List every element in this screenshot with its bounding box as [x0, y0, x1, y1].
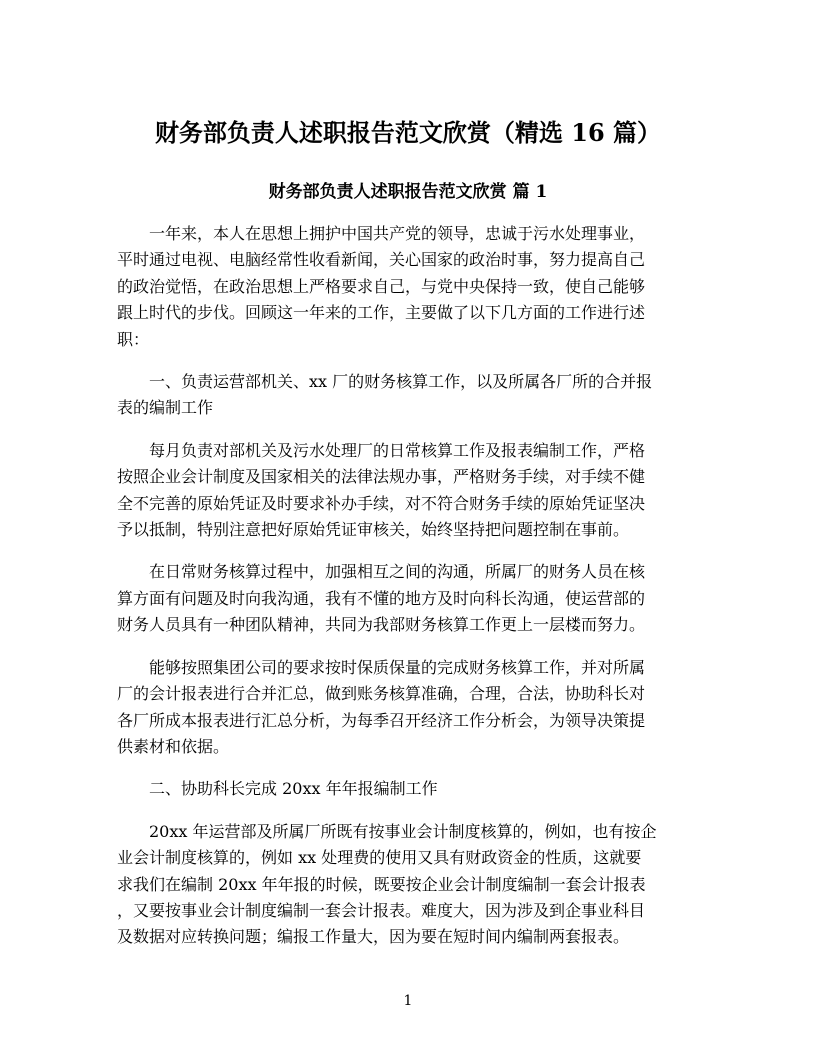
paragraph-2: [117, 369, 699, 422]
paragraph-line: 按照企业会计制度及国家相关的法律法规办事，严格财务手续，对手续不健: [117, 467, 646, 487]
paragraph-line: 20xx 年运营部及所属厂所既有按事业会计制度核算的，例如，也有按企: [149, 821, 657, 841]
paragraph-line: ，又要按事业会计制度编制一套会计报表。难度大，因为涉及到企事业科目: [117, 900, 646, 920]
section-title: 财务部负责人述职报告范文欣赏 篇 1: [268, 182, 548, 202]
paragraph-line: 一、负责运营部机关、xx 厂的财务核算工作，以及所属各厂所的合并报: [149, 372, 653, 392]
paragraph-line: 业会计制度核算的，例如 xx 处理费的使用又具有财政资金的性质，这就要: [117, 848, 642, 868]
page-number: 1: [403, 993, 413, 1009]
paragraph-line: 表的编制工作: [117, 398, 214, 418]
paragraph-line: 能够按照集团公司的要求按时保质保量的完成财务核算工作，并对所属: [149, 657, 646, 677]
paragraph-line: 在日常财务核算过程中，加强相互之间的沟通，所属厂的财务人员在核: [149, 562, 646, 582]
document-title: 财务部负责人述职报告范文欣赏（精选 16 篇）: [154, 118, 662, 147]
paragraph-line: 予以抵制，特别注意把好原始凭证审核关，始终坚持把问题控制在事前。: [117, 520, 630, 540]
paragraph-4: [117, 559, 699, 638]
paragraph-line: 平时通过电视、电脑经常性收看新闻，关心国家的政治时事，努力提高自己: [117, 250, 646, 270]
paragraph-5: [117, 655, 699, 761]
paragraph-6: [117, 776, 699, 802]
paragraph-line: 跟上时代的步伐。回顾这一年来的工作，主要做了以下几方面的工作进行述: [117, 303, 646, 323]
paragraph-line: 算方面有问题及时向我沟通，我有不懂的地方及时向科长沟通，使运营部的: [117, 588, 646, 608]
paragraph-line: 的政治觉悟，在政治思想上严格要求自己，与党中央保持一致，使自己能够: [117, 276, 646, 296]
paragraph-line: 全不完善的原始凭证及时要求补办手续，对不符合财务手续的原始凭证坚决: [117, 493, 646, 513]
paragraph-line: 每月负责对部机关及污水处理厂的日常核算工作及报表编制工作，严格: [149, 440, 646, 460]
paragraph-line: 供素材和依据。: [117, 736, 230, 756]
paragraph-line: 求我们在编制 20xx 年年报的时候，既要按企业会计制度编制一套会计报表: [117, 874, 646, 894]
document-body: [117, 221, 699, 967]
paragraph-line: 各厂所成本报表进行汇总分析，为每季召开经济工作分析会，为领导决策提: [117, 710, 646, 730]
paragraph-3: [117, 438, 699, 544]
paragraph-line: 一年来，本人在思想上拥护中国共产党的领导，忠诚于污水处理事业，: [149, 224, 646, 243]
paragraph-line: 财务人员具有一种团队精神，共同为我部财务核算工作更上一层楼而努力。: [117, 615, 646, 635]
paragraph-1: [117, 221, 699, 353]
paragraph-line: 及数据对应转换问题；编报工作量大，因为要在短时间内编制两套报表。: [117, 927, 630, 947]
paragraph-7: [117, 819, 699, 951]
paragraph-line: 二、协助科长完成 20xx 年年报编制工作: [149, 779, 438, 799]
paragraph-line: 厂的会计报表进行合并汇总，做到账务核算准确，合理，合法，协助科长对: [117, 684, 646, 704]
paragraph-line: 职：: [117, 329, 150, 349]
